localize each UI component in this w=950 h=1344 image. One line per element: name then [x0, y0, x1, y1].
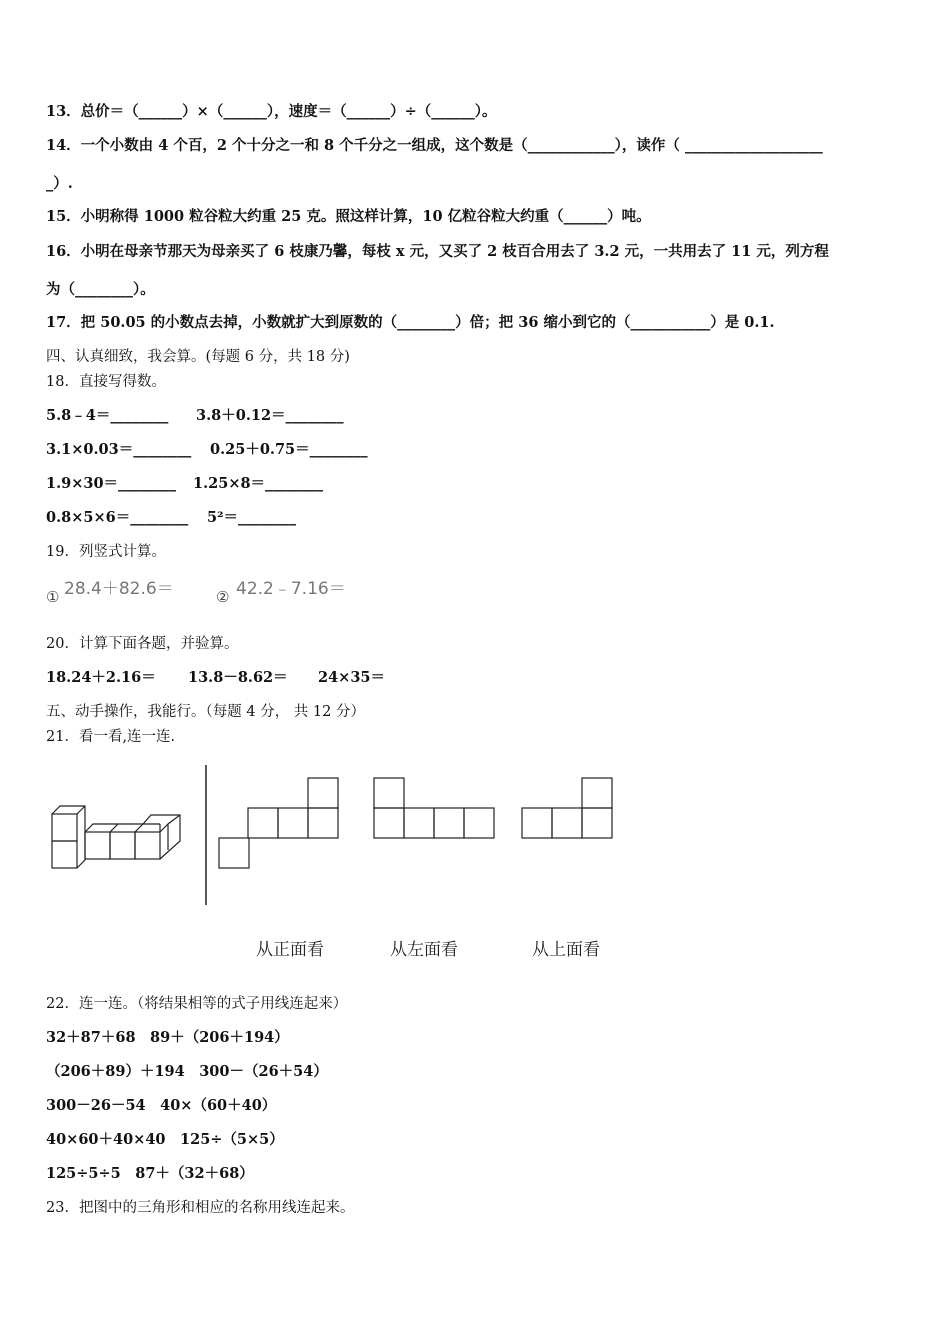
cube-face: [52, 814, 77, 841]
section-5-heading: 五、动手操作，我能行。（每题 4 分， 共 12 分）: [46, 704, 365, 720]
view-label-left: 从左面看: [390, 940, 458, 960]
item-number-2: ②: [216, 588, 230, 606]
question-20: 20．计算下面各题，并验算。: [46, 636, 239, 652]
verify-calc-row: [46, 668, 385, 688]
question-22: 22．连一连。（将结果相等的式子用线连起来）: [46, 996, 348, 1012]
question-16: 16．小明在母亲节那天为母亲买了 6 枝康乃馨，每枝 x 元，又买了 2 枝百合用去了 3.2 元，一共用去了 11 元，列方程: [46, 243, 829, 260]
question-19: 19．列竖式计算。: [46, 544, 166, 560]
question-14-cont: _）.: [46, 175, 73, 192]
cube-face: [52, 841, 77, 868]
cube-edge: [143, 815, 180, 859]
question-14: 14．一个小数由 4 个百，2 个十分之一和 8 个千分之一组成，这个数是（____________），读作（ ___________________: [46, 137, 823, 154]
calc-row-2: [46, 440, 368, 460]
verify-item: 13.8－8.62＝: [188, 669, 288, 686]
question-16-cont: 为（________）。: [46, 281, 155, 298]
match-line-1: 32＋87＋68 89＋（206＋194）: [46, 1029, 289, 1046]
question-21: 21．看一看,连一连.: [46, 729, 176, 745]
cube-face: [135, 832, 160, 859]
match-line-4: 40×60＋40×40 125÷（5×5）: [46, 1131, 284, 1148]
match-line-2: （206＋89）＋194 300－（26＋54）: [46, 1063, 328, 1080]
view-shape-3: [522, 778, 612, 838]
view-label-front: 从正面看: [256, 940, 324, 960]
calc-row-1: [46, 406, 344, 426]
cube-assembly: [52, 806, 180, 868]
cube-face: [85, 832, 110, 859]
view-shape-2: [374, 778, 494, 838]
cube-edge: [52, 806, 85, 868]
cube-edge: [160, 815, 180, 832]
calc-item: 1.25×8＝________: [193, 475, 324, 492]
cube-face: [110, 832, 135, 859]
match-line-3: 300－26－54 40×（60＋40）: [46, 1097, 277, 1114]
question-17: 17．把 50.05 的小数点去掉，小数就扩大到原数的（________）倍；把 36 缩小到它的（___________）是 0.1.: [46, 314, 775, 331]
cube-edge: [110, 824, 118, 832]
question-15: 15．小明称得 1000 粒谷粒大约重 25 克。照这样计算，10 亿粒谷粒大约重（______）吨。: [46, 208, 651, 225]
calc-item: 1.9×30＝________: [46, 475, 177, 492]
calc-item: 0.25＋0.75＝________: [210, 441, 368, 458]
question-18: 18．直接写得数。: [46, 374, 166, 390]
vertical-calc-1: 28.4＋82.6＝: [64, 579, 174, 599]
verify-item: 18.24＋2.16＝: [46, 669, 156, 686]
view-label-top: 从上面看: [532, 940, 600, 960]
calc-item: 5.8﹣4＝________: [46, 407, 169, 424]
cube-edge: [77, 806, 85, 814]
verify-item: 24×35＝: [318, 669, 386, 686]
item-number-1: ①: [46, 588, 60, 606]
match-line-5: 125÷5÷5 87＋（32＋68）: [46, 1165, 254, 1182]
question-23: 23．把图中的三角形和相应的名称用线连起来。: [46, 1200, 355, 1216]
question-13: 13．总价＝（______）×（______），速度＝（______）÷（______）。: [46, 103, 497, 120]
calc-row-4: [46, 508, 296, 528]
calc-item: 5²＝________: [207, 509, 296, 526]
cube-edge: [135, 824, 143, 832]
vertical-calc-2: 42.2﹣7.16＝: [236, 579, 346, 599]
calc-item: 3.8＋0.12＝________: [196, 407, 344, 424]
view-shape-1: [219, 778, 338, 868]
calc-row-3: [46, 474, 323, 494]
calc-item: 0.8×5×6＝________: [46, 509, 189, 526]
calc-item: 3.1×0.03＝________: [46, 441, 192, 458]
cube-edge: [85, 824, 160, 832]
section-4-heading: 四、认真细致，我会算。(每题 6 分，共 18 分): [46, 349, 350, 365]
